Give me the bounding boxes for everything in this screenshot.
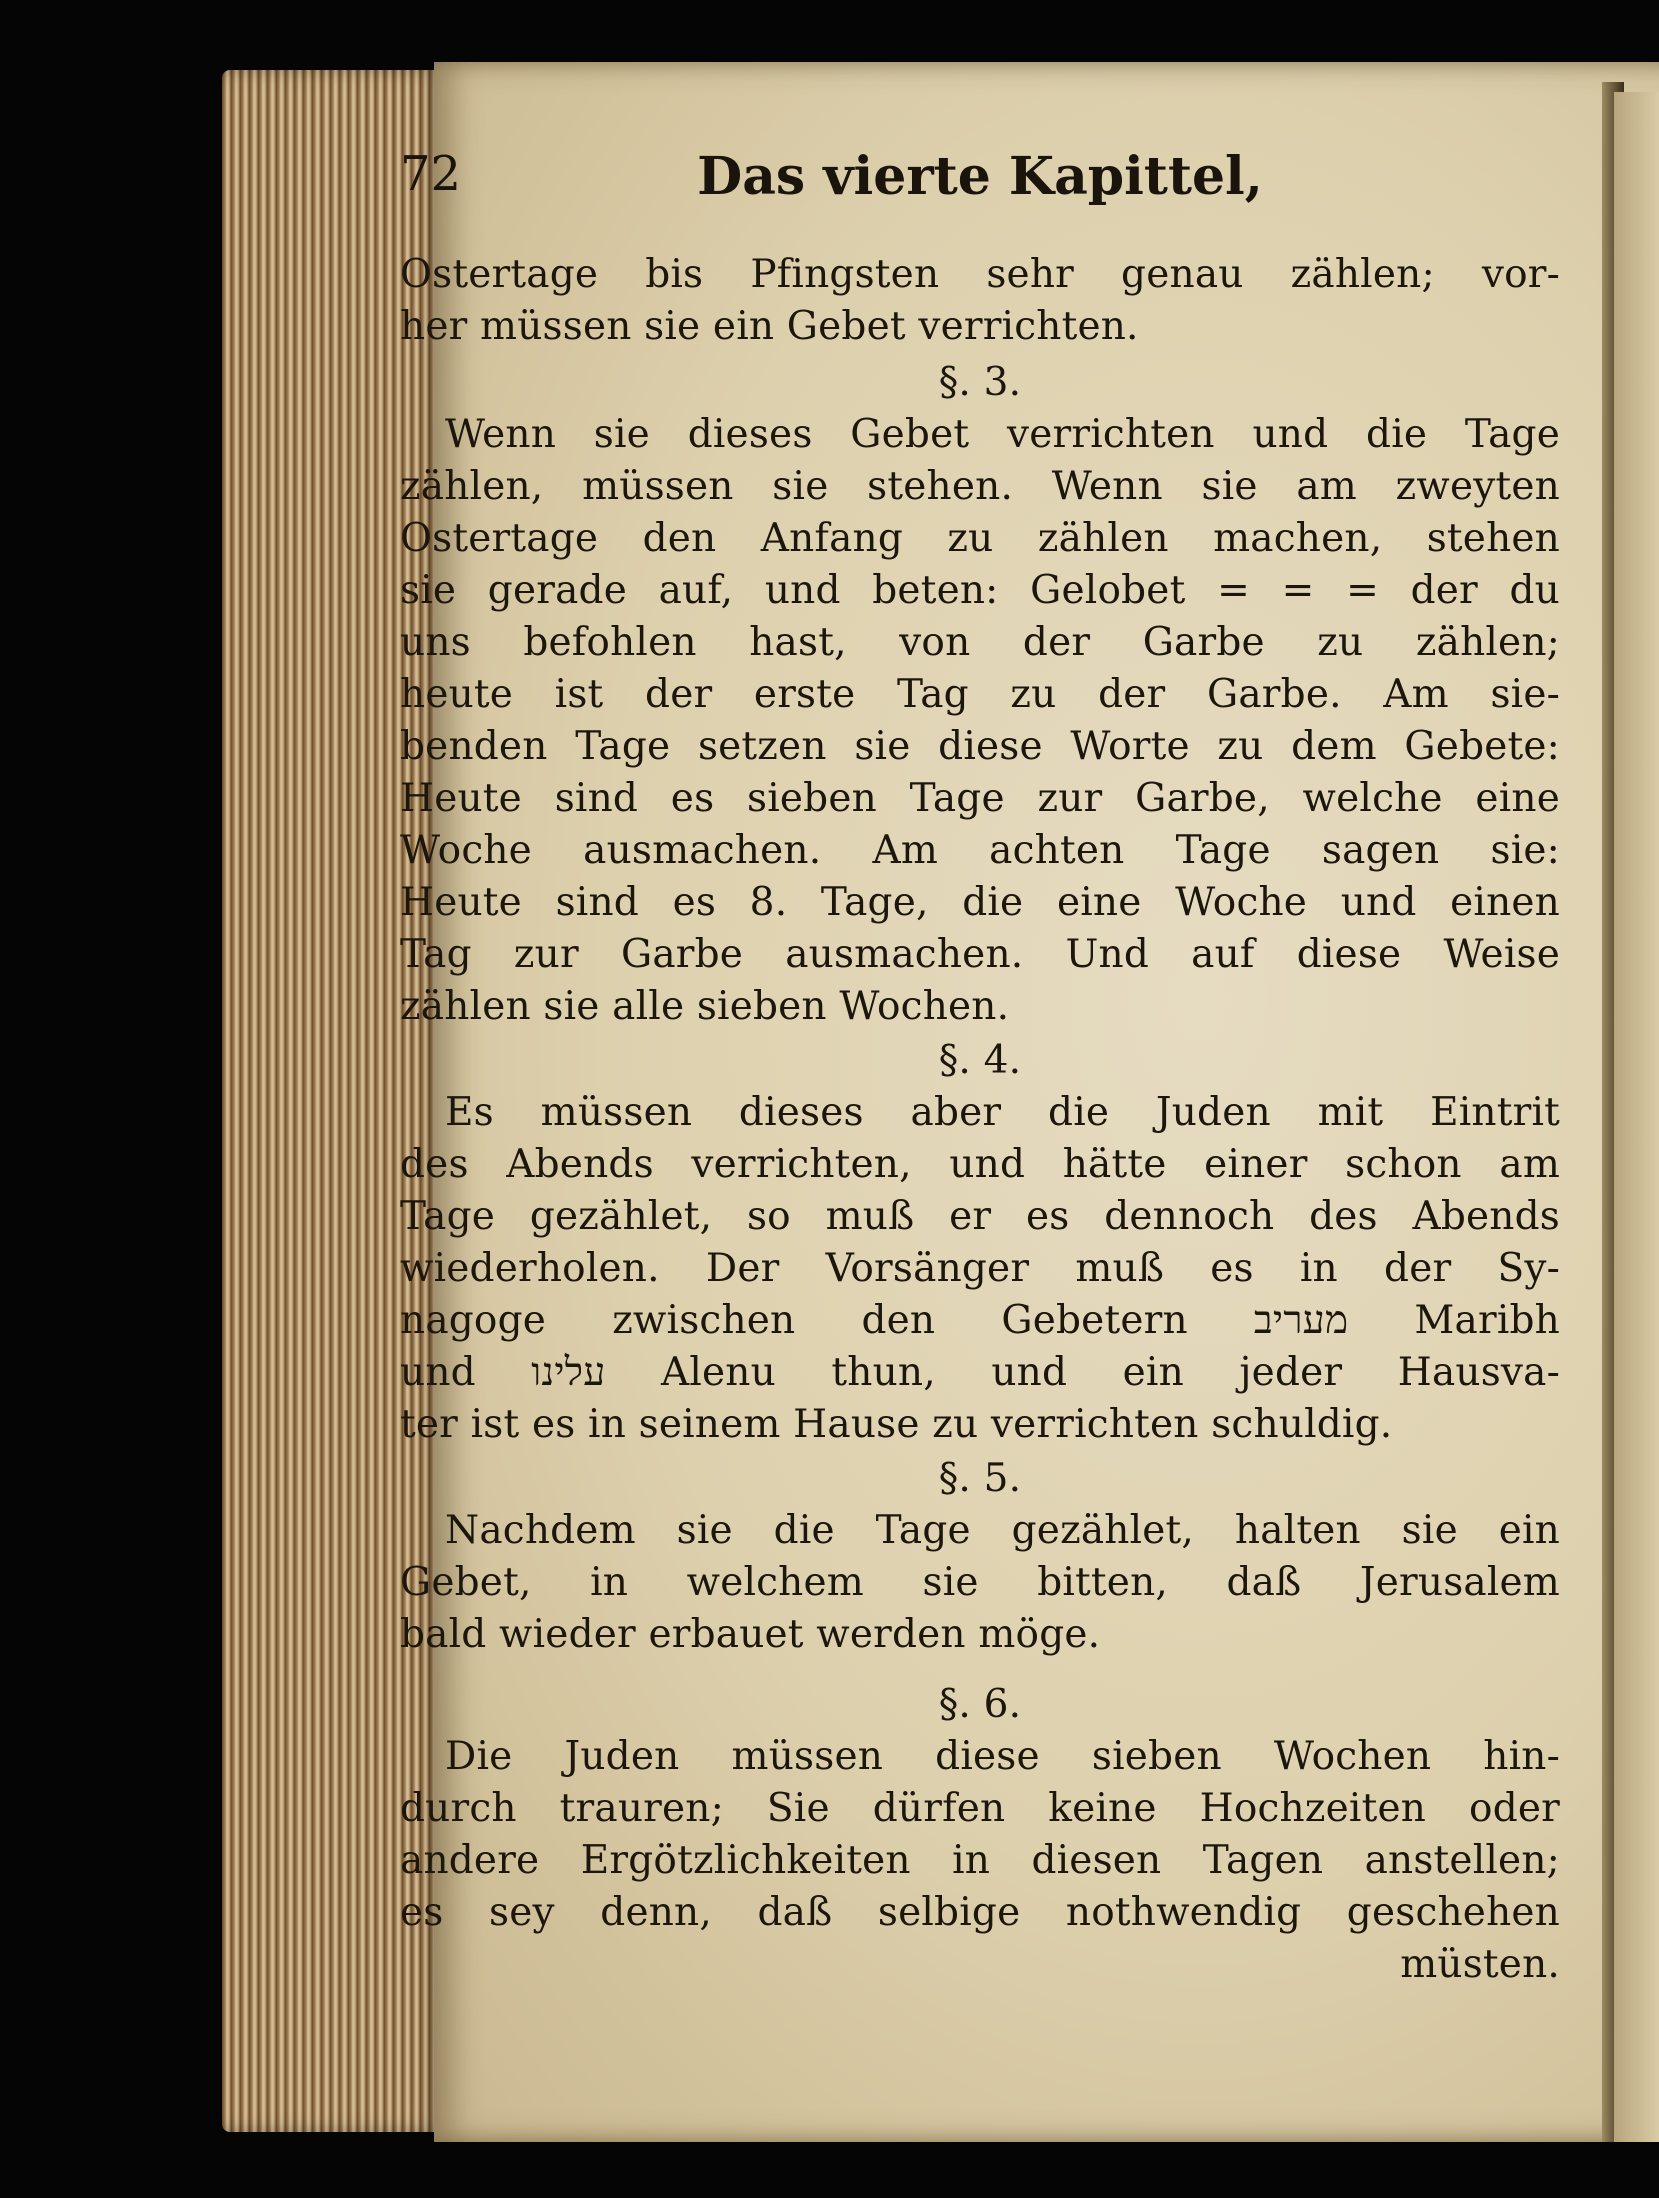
text-line: Wenn sie dieses Gebet verrichten und die Tage: [445, 412, 1560, 457]
text-line: heute ist der erste Tag zu der Garbe. Am sie-: [400, 672, 1560, 717]
section-heading: §. 5.: [938, 1456, 1022, 1501]
catchword: müsten.: [1400, 1942, 1560, 1987]
text-line: durch trauren; Sie dürfen keine Hochzeiten oder: [400, 1786, 1560, 1831]
text-line: Nachdem sie die Tage gezählet, halten sie ein: [445, 1508, 1560, 1553]
text-line: zählen, müssen sie stehen. Wenn sie am zweyten: [400, 464, 1560, 509]
text-line: Ostertage bis Pfingsten sehr genau zählen; vor-: [400, 252, 1560, 297]
text-line: Die Juden müssen diese sieben Wochen hin-: [445, 1734, 1560, 1779]
text-line: Ostertage den Anfang zu zählen machen, stehen: [400, 516, 1560, 561]
text-line: es sey denn, daß selbige nothwendig geschehen: [400, 1890, 1560, 1935]
page-header: [400, 140, 1560, 220]
text-line: sie gerade auf, und beten: Gelobet = = = der du: [400, 568, 1560, 613]
text-line: bald wieder erbauet werden möge.: [400, 1612, 1101, 1657]
page-number: 72: [400, 146, 462, 202]
text-line: und עלינו Alenu thun, und ein jeder Hausva-: [400, 1350, 1560, 1395]
text-line: wiederholen. Der Vorsänger muß es in der Sy-: [400, 1246, 1560, 1291]
text-line: Tag zur Garbe ausmachen. Und auf diese Weise: [400, 932, 1560, 977]
right-page-edge: [1614, 92, 1659, 2142]
section-heading: §. 4.: [938, 1038, 1022, 1083]
text-line: zählen sie alle sieben Wochen.: [400, 984, 1010, 1029]
section-heading: §. 3.: [938, 360, 1022, 405]
text-line: ter ist es in seinem Hause zu verrichten schuldig.: [400, 1402, 1393, 1447]
text-line: Gebet, in welchem sie bitten, daß Jerusalem: [400, 1560, 1560, 1605]
text-line: Heute sind es 8. Tage, die eine Woche und einen: [400, 880, 1560, 925]
text-line: benden Tage setzen sie diese Worte zu dem Gebete:: [400, 724, 1560, 769]
text-line: Woche ausmachen. Am achten Tage sagen sie:: [400, 828, 1560, 873]
text-line: des Abends verrichten, und hätte einer schon am: [400, 1142, 1560, 1187]
text-line: her müssen sie ein Gebet verrichten.: [400, 304, 1139, 349]
text-line: nagoge zwischen den Gebetern מעריב Maribh: [400, 1298, 1560, 1343]
text-line: Es müssen dieses aber die Juden mit Eintrit: [445, 1090, 1560, 1135]
text-line: uns befohlen hast, von der Garbe zu zählen;: [400, 620, 1560, 665]
section-heading: §. 6.: [938, 1682, 1022, 1727]
text-line: andere Ergötzlichkeiten in diesen Tagen anstellen;: [400, 1838, 1560, 1883]
running-head: Das vierte Kapittel,: [697, 146, 1263, 207]
text-line: Heute sind es sieben Tage zur Garbe, welche eine: [400, 776, 1560, 821]
text-line: Tage gezählet, so muß er es dennoch des Abends: [400, 1194, 1560, 1239]
text-block: [400, 140, 1560, 1987]
